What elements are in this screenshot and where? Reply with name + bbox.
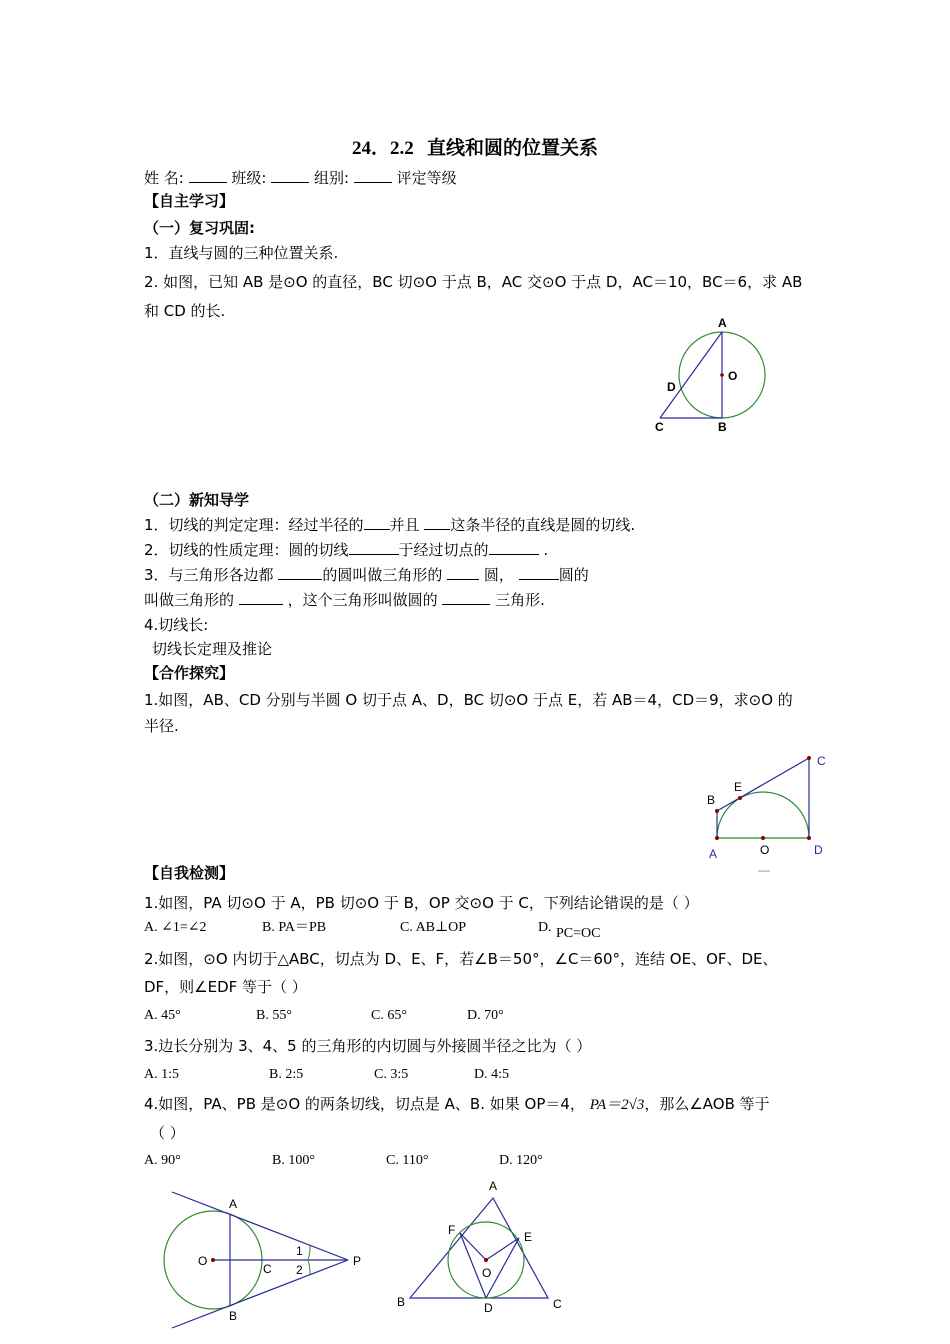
newknow-q3-part4: 圆的	[558, 566, 589, 584]
check-q1-opt-d-text: PC=OC	[556, 926, 601, 941]
fig4-label-f: F	[448, 1223, 456, 1237]
name-blank	[189, 168, 227, 183]
newknow-q2-part1: 2．切线的性质定理：圆的切线	[144, 541, 349, 559]
fig1-label-a: A	[718, 316, 727, 330]
newknow-q2-part2: 于经过切点的	[398, 541, 489, 559]
fig2-label-d: D	[814, 843, 823, 857]
fig2-point-o	[761, 836, 765, 840]
fig3-label-a: A	[229, 1197, 238, 1211]
class-blank	[271, 168, 309, 183]
newknow-q3-part6: ，这个三角形叫做圆的	[287, 591, 438, 609]
name-label: 姓 名:	[144, 169, 184, 187]
blank	[447, 565, 479, 580]
fig4-triangle	[410, 1198, 548, 1298]
check-q3-opt-a: A. 1:5	[144, 1067, 179, 1082]
newknow-q3-line1	[144, 565, 589, 585]
check-q3-opt-d: D. 4:5	[474, 1067, 509, 1082]
fig1-label-c: C	[655, 420, 664, 434]
fig4-point-o	[484, 1258, 488, 1262]
blank	[424, 515, 450, 530]
fig3-line-pa	[172, 1192, 348, 1260]
fig2-label-e: E	[734, 780, 743, 794]
fig4-label-b: B	[397, 1295, 406, 1309]
fig1-label-d: D	[667, 380, 676, 394]
newknow-q3-part5: 叫做三角形的	[144, 591, 235, 609]
newknow-q2	[144, 540, 548, 560]
fig2-point-a	[715, 836, 719, 840]
newknow-q4: 4.切线长:	[144, 616, 209, 634]
fig2-label-c: C	[817, 754, 826, 768]
check-q1-opt-b: B. PA＝PB	[262, 920, 327, 935]
check-q4-text1: 4.如图，PA、PB 是⊙O 的两条切线，切点是 A、B. 如果 OP＝4，	[144, 1095, 585, 1113]
newknow-heading: （二）新知导学	[144, 491, 250, 509]
fig1-label-o: O	[728, 369, 738, 383]
review-heading: （一）复习巩固:	[144, 219, 255, 237]
newknow-q3-part2: 的圆叫做三角形的	[322, 566, 443, 584]
fig4-label-c: C	[553, 1297, 562, 1311]
fig3-line-pb	[172, 1260, 348, 1328]
fig3-label-c: C	[263, 1262, 272, 1276]
fig3-angle-arc-1	[308, 1246, 310, 1260]
check-q2-opt-a: A. 45°	[144, 1008, 181, 1023]
fig3-angle-arc-2	[308, 1260, 310, 1274]
check-q1-opt-c: C. AB⊥OP	[400, 920, 467, 935]
fig2-label-o: O	[760, 843, 770, 857]
figure-2	[700, 748, 840, 878]
blank	[442, 590, 490, 605]
check-q2-opt-d: D. 70°	[467, 1008, 504, 1023]
check-q3: 3.边长分别为 3、4、5 的三角形的内切圆与外接圆半径之比为（ ）	[144, 1037, 592, 1055]
fig1-point-o	[720, 373, 724, 377]
fig3-label-b: B	[229, 1309, 238, 1323]
check-q4-line1	[144, 1094, 770, 1115]
section-check: 【自我检测】	[144, 864, 235, 882]
check-q4-formula: PA＝2√3	[589, 1097, 645, 1113]
fig2-point-d	[807, 836, 811, 840]
fig4-line-of	[460, 1233, 486, 1260]
coop-q1-line2: 半径.	[144, 717, 179, 735]
fig3-point-o	[211, 1258, 215, 1262]
blank	[278, 565, 322, 580]
check-q4-opt-c: C. 110°	[386, 1153, 429, 1168]
fig4-label-o: O	[482, 1266, 492, 1280]
fig2-label-b: B	[707, 793, 716, 807]
newknow-q3-part1: 3．与三角形各边都	[144, 566, 274, 584]
review-q1: 1．直线与圆的三种位置关系.	[144, 244, 339, 262]
figure-4	[393, 1178, 583, 1328]
blank	[349, 540, 399, 555]
class-label: 班级:	[231, 169, 267, 187]
fig4-label-d: D	[484, 1301, 493, 1315]
newknow-q1-part3: 这条半径的直线是圆的切线.	[450, 516, 636, 534]
check-q2-line1: 2.如图，⊙O 内切于△ABC，切点为 D、E、F，若∠B＝50°，∠C＝60°，连结 OE、OF、DE、	[144, 950, 778, 968]
newknow-q1	[144, 515, 635, 535]
check-q1-opt-d: D.	[538, 920, 552, 935]
check-q4-opt-a: A. 90°	[144, 1153, 181, 1168]
check-q4-opt-d: D. 120°	[499, 1153, 543, 1168]
blank	[519, 565, 559, 580]
figure-3	[160, 1182, 370, 1342]
section-coop: 【合作探究】	[144, 664, 235, 682]
fig2-point-e	[738, 796, 742, 800]
fig4-label-a: A	[489, 1179, 498, 1193]
review-q2-line1: 2. 如图，已知 AB 是⊙O 的直径，BC 切⊙O 于点 B，AC 交⊙O 于点 D，AC＝10，BC＝6，求 AB	[144, 273, 803, 291]
newknow-q3-part3: 圆，	[483, 566, 514, 584]
newknow-q2-part3: .	[543, 541, 549, 559]
fig2-point-b	[715, 809, 719, 813]
fig2-line-bc	[717, 758, 809, 811]
fig2-semicircle	[717, 792, 809, 838]
check-q2-opt-b: B. 55°	[256, 1008, 292, 1023]
figure-1	[650, 315, 780, 435]
check-q1: 1.如图，PA 切⊙O 于 A，PB 切⊙O 于 B，OP 交⊙O 于 C，下列结论错误的是（ ）	[144, 894, 699, 912]
check-q4-opt-b: B. 100°	[272, 1153, 315, 1168]
coop-q1-line1: 1.如图，AB、CD 分别与半圆 O 切于点 A、D，BC 切⊙O 于点 E，若 AB＝4，CD＝9，求⊙O 的	[144, 691, 793, 709]
fig3-label-p: P	[353, 1254, 362, 1268]
title-text: 直线和圆的位置关系	[426, 137, 598, 159]
check-q4-text2: ，那么∠AOB 等于	[644, 1095, 770, 1113]
fig4-label-e: E	[524, 1230, 533, 1244]
newknow-q3-part7: 三角形.	[495, 591, 545, 609]
fig4-line-oe	[486, 1238, 519, 1260]
check-q4-line2: （ ）	[150, 1124, 185, 1142]
check-q1-opt-a: A. ∠1=∠2	[144, 920, 207, 935]
blank	[364, 515, 390, 530]
page-title	[0, 133, 950, 160]
blank	[489, 540, 539, 555]
newknow-q1-part1: 1．切线的判定定理：经过半径的	[144, 516, 364, 534]
title-number: 24．2.2	[351, 138, 414, 159]
fig2-point-c	[807, 756, 811, 760]
newknow-q1-part2: 并且	[389, 516, 420, 534]
fig3-label-o: O	[198, 1254, 208, 1268]
check-q3-opt-b: B. 2:5	[269, 1067, 304, 1082]
fig3-label-2: 2	[296, 1263, 303, 1277]
fig2-dash: —	[758, 863, 770, 877]
check-q2-opt-c: C. 65°	[371, 1008, 407, 1023]
blank	[239, 590, 283, 605]
check-q2-line2: DF，则∠EDF 等于（ ）	[144, 978, 307, 996]
section-self-study: 【自主学习】	[144, 192, 235, 210]
fig2-label-a: A	[709, 847, 718, 861]
grade-label: 评定等级	[396, 169, 457, 187]
newknow-q4-sub: 切线长定理及推论	[152, 640, 273, 658]
group-blank	[354, 168, 392, 183]
review-q2-line2: 和 CD 的长.	[144, 302, 226, 320]
newknow-q3-line2	[144, 590, 545, 610]
group-label: 组别:	[314, 169, 350, 187]
check-q3-opt-c: C. 3:5	[374, 1067, 409, 1082]
fig3-label-1: 1	[296, 1244, 303, 1258]
info-line	[144, 168, 457, 188]
fig1-label-b: B	[718, 420, 727, 434]
